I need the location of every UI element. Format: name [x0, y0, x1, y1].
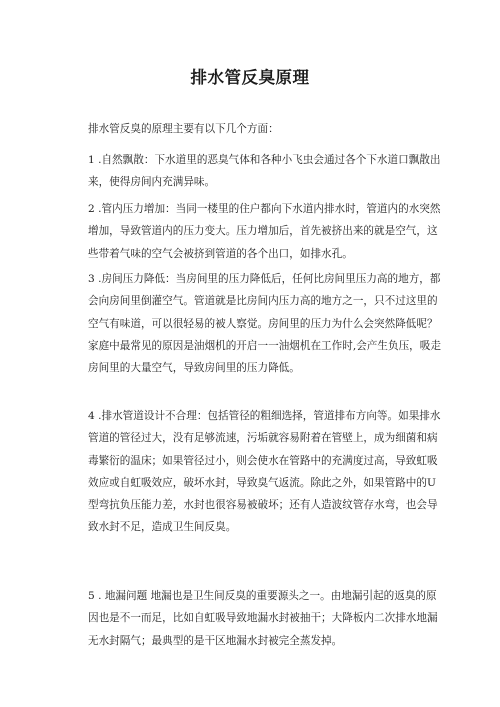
intro-paragraph: 排水管反臭的原理主要有以下几个方面： — [88, 123, 279, 135]
document-title: 排水管反臭原理 — [190, 68, 310, 87]
paragraph-5-floor-drain: 5 . 地漏问题 地漏也是卫生间反臭的重要源头之一。由地漏引起的返臭的原因也是不一而足，比如自虹吸导致地漏水封被抽干；大降板内二次排水地漏无水封隔气；最典型的是干区地漏水封被完全蒸发掉。 — [88, 590, 438, 647]
paragraph-3-room-pressure: 3 .房间压力降低：当房间里的压力降低后，任何比房间里压力高的地方，都会向房间里倒灌空气。管道就是比房间内压力高的地方之一，只不过这里的空气有味道，可以很轻易的被人察觉。房间里的压力为什么会突然降低呢？家庭中最常见的原因是油烟机的开启一一油烟机在工作时,会产生负压，吸走房间里的大量空气，导致房间里的压力降低。 — [88, 273, 441, 375]
paragraph-1-natural-dispersion: 1 .自然飘散：下水道里的恶臭气体和各种小飞虫会通过各个下水道口飘散出来，使得房间内充满异味。 — [88, 154, 441, 189]
paragraph-4-pipe-design: 4 .排水管道设计不合理：包括管径的粗细选择，管道排布方向等。如果排水管道的管径过大，没有足够流速，污垢就容易附着在管壁上，成为细菌和病毒繁衍的温床；如果管径过小，则会使水在管路中的充满度过高，导致虹吸效应或自虹吸效应，破坏水封，导致臭气返流。除此之外，如果管路中的U型弯抗负压能力差，水封也很容易被破坏；还有人造波纹管存水弯，也会导致水封不足，造成卫生间反臭。 — [88, 410, 441, 534]
paragraph-2-pipe-pressure: 2 .管内压力增加：当同一楼里的住户都向下水道内排水时，管道内的水突然增加，导致管道内的压力变大。压力增加后，首先被挤出来的就是空气，这些带着气味的空气会被挤到管道的各个出口，如排水孔。 — [88, 203, 441, 260]
